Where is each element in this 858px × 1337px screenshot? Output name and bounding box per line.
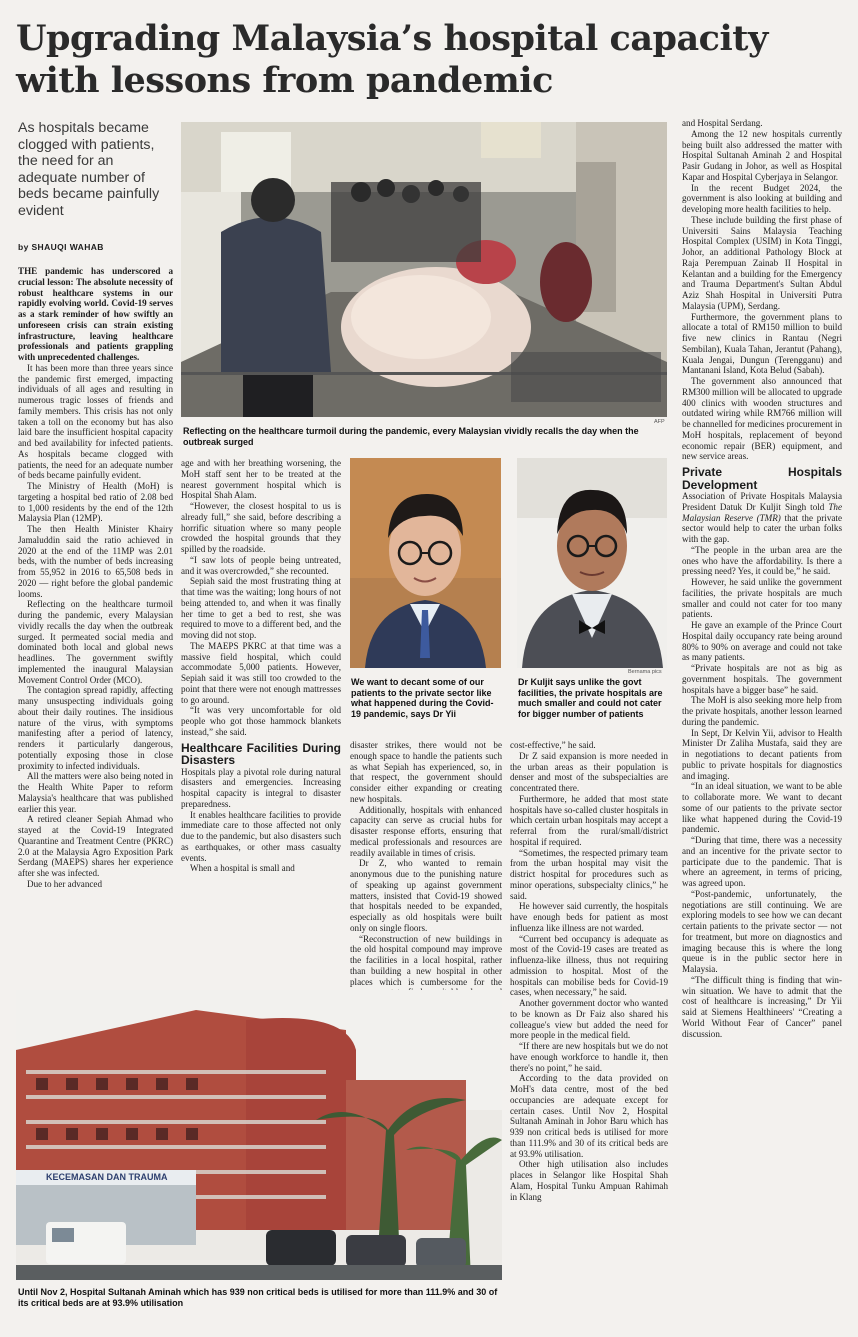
dr-yii-portrait (350, 458, 501, 668)
photo-hospital-building (16, 990, 502, 1280)
paragraph: “Sometimes, the respected primary team from the urban hospital may visit the district hospital for procedures such as minor operations, subspecialty clinics,” he said. (510, 847, 668, 901)
lead-sentence: pandemic has underscored a crucial lesson: The absolute necessity of robust healthcare systems in our rapidly evolving world. Covid-19 serves as a stark reminder of how swiftly an unforeseen crisis can strain existing infrastructure, leaving healthcare professionals and patients grappling with unprecedented challenges. (18, 266, 173, 362)
paragraph: However, he said unlike the government facilities, the private hospitals are much smaller and could not cater for too many patients. (682, 577, 842, 620)
photo-dr-yii (350, 458, 501, 668)
paragraph: Dr Z said expansion is more needed in the urban areas as their population is denser and most of the subspecialties are concentrated there. (510, 750, 668, 793)
column-4 (510, 740, 668, 1305)
portrait-credit: Bernama pics (628, 669, 662, 675)
paragraph: “Reconstruction of new buildings in the old hospital compound may improve the facilities in a local hospital, rather than building a new hospital in other places which is cumbersome for the (350, 933, 502, 987)
paragraph: Due to her advanced (27, 878, 102, 889)
paragraph: Reflecting on the healthcare turmoil during the pandemic, every Malaysian vividly recalls the day when the outbreak surged. It permeated social media and dominated both local and global news headlines. The government swiftly implemented the inaugural Malaysian Movement Control Order (MCO). (18, 599, 173, 685)
subhead-disasters: Healthcare Facilities During Disasters (181, 740, 341, 767)
paragraph: “The people in the urban area are the ones who have the affordability. Is there a pressing need? Yes, it could be,” he said. (682, 544, 842, 577)
column-5 (682, 118, 842, 1310)
paragraph: In the recent Budget 2024, the government is also looking at building and developing more health facilities to help. (682, 182, 842, 214)
headline: Upgrading Malaysia’s hospital capacity with lessons from pandemic (16, 18, 768, 101)
paragraph: All the matters were also being noted in the Health White Paper to reform Malaysia's healthcare that was published earlier this year. (18, 771, 173, 814)
paragraph: Furthermore, he added that most state hospitals have so-called cluster hospitals in which certain urban hospitals may accept a referral from the rural/small/district hospital if required. (510, 793, 668, 847)
paragraph: Furthermore, the government plans to allocate a total of RM150 million to build five new clinics in Rantau (Negri Sembilan), Kuala Tahan, Jerantut (Pahang), Kuala Jengai, Dungun (Terengganu) and Mantanani Island, Kota Belud (Sabah). (682, 311, 842, 376)
paragraph: “If there are new hospitals but we do not have enough workforce to handle it, then there's no point,” he said. (510, 1041, 668, 1073)
paragraph: It enables healthcare facilities to provide immediate care to those affected not only due to the pandemic, but also disasters such as earthquakes, or other mass casualty events. (181, 809, 341, 863)
paragraph: Other high utilisation also includes places in Selangor like Hospital Shah Alam, Hospital Tunku Ampuan Rahimah in Klang (510, 1159, 668, 1202)
column-3 (350, 740, 502, 990)
byline: by SHAUQI WAHAB (18, 242, 104, 252)
column-1 (18, 266, 173, 1039)
photo-dr-kuljit (517, 458, 667, 668)
paragraph: The MAEPS PKRC at that time was a massive field hospital, which could accommodate 5,000 patients. However, Sepiah said it was still too crowded to the point that there were not enough mattresses to go around. (181, 640, 341, 705)
paragraph-part: Association of Private Hospitals Malaysia President Datuk Dr Kuljit Singh told (682, 491, 842, 512)
subhead-private-hospitals: Private Hospitals Development (682, 465, 842, 492)
paragraph: cost-effective,” he said. (510, 740, 596, 750)
paragraph: The government also announced that RM300 million will be allocated to upgrade 400 clinics with wooden structures and outdated wiring while RM766 million will be channelled for medicines procurement in MoH hospitals, replacement of beyond economic repair (BER) equipment, and new service areas. (682, 376, 842, 462)
hospital-photo-caption: Until Nov 2, Hospital Sultanah Aminah which has 939 non critical beds is utilised for more than 111.9% and 30 of its critical beds are at 93.9% utilisation (18, 1287, 498, 1308)
column-2 (181, 458, 341, 983)
paragraph: Another government doctor who wanted to be known as Dr Faiz also shared his colleague's view but added the need for more people in the medical field. (510, 998, 668, 1041)
paragraph: “During that time, there was a necessity and an incentive for the private sector to participate due to the pandemic. That is where an agreement, in terms of pricing, was agreed upon. (682, 835, 842, 888)
paragraph: and Hospital Serdang. (682, 118, 763, 128)
photo-crowded-hospital (181, 122, 667, 417)
paragraph: In Sept, Dr Kelvin Yii, advisor to Health Minister Dr Zaliha Mustafa, said they are in negotiations to decant patients from public to private hospitals for diagnostics and imaging. (682, 727, 842, 781)
paragraph: The Ministry of Health (MoH) is targeting a hospital bed ratio of 2.08 bed to 1,000 residents by the end of the 12th Malaysia Plan (12MP). (18, 481, 173, 524)
paragraph: He however said currently, the hospitals have enough beds for patient as most influenza like illness are not warded. (510, 901, 668, 933)
emergency-sign: KECEMASAN DAN TRAUMA (46, 1172, 168, 1182)
paragraph: “In an ideal situation, we want to be able to collaborate more. We want to decant some of our patients to the private sector like what happened during the Covid-19 pandemic. (682, 781, 842, 835)
paragraph (682, 491, 842, 545)
paragraph: “It was very uncomfortable for old people who got those hammock blankets instead,” she said. (181, 705, 341, 737)
paragraph: Hospitals play a pivotal role during natural disasters and emergencies. Increasing hospital capacity is integral to disaster preparedness. (181, 766, 341, 809)
paragraph: “However, the closest hospital to us is already full,” she said, before describing a horrific situation where so many people crowded the hospital grounds that they spilled by the roadside. (181, 501, 341, 554)
paragraph: “Current bed occupancy is adequate as most of the Covid-19 cases are treated as influenza-like illness, thus not requiring admission to hospital. Most of the hospitals can mobilise beds for Covid-19 cases, when necessary,” he said. (510, 933, 668, 998)
dr-kuljit-portrait (517, 458, 667, 668)
paragraph: When a hospital is small and (190, 863, 295, 874)
top-photo-caption: Reflecting on the healthcare turmoil during the pandemic, every Malaysian vividly recalls the day when the outbreak surged (183, 426, 639, 447)
paragraph: “Post-pandemic, unfortunately, the negotiations are still continuing. We are exploring models to see how we can decant certain patients to the private sector — not for treatment, but more on diagnostics and imaging because this is where the long queue is in the public sector here in Malaysia. (682, 888, 842, 974)
paragraph: He gave an example of the Prince Court Hospital daily occupancy rate being around 80% to 90% on average and could not take as many patients. (682, 620, 842, 663)
paragraph: “I saw lots of people being untreated, and it was overcrowded,” she recounted. (181, 554, 341, 576)
paragraph: These include building the first phase of Universiti Sains Malaysia Teaching Hospital Complex (USIM) in Kota Tinggi, Johor, an additional Pathology Block at Raja Perempuan Zainab II Hospital in Kelantan and a building for the Emergency and Trauma Department's Sultan Abdul Aziz Shah Hospital in Universiti Putra Malaysia (UPM), Serdang. (682, 214, 842, 311)
paragraph: The contagion spread rapidly, affecting many unsuspecting individuals going about their daily routines. The insidious nature of the virus, with symptoms manifesting after a period of latency, renders it particularly dangerous, potentially exposing those in close proximity to infected individuals. (18, 685, 173, 771)
paragraph: age and with her breathing worsening, the MoH staff sent her to be treated at the nearest government hospital which is Hospital Shah Alam. (181, 458, 341, 501)
paragraph: A retired cleaner Sepiah Ahmad who stayed at the Covid-19 Integrated Quarantine and Treatment Centre (PKRC) 2.0 at the Malaysia Agro Exposition Park Serdang (MAEPS) shares her experience after she was infected. (18, 814, 173, 878)
paragraph: “Private hospitals are not as big as government hospitals. The government hospitals have a bigger base” he said. (682, 663, 842, 695)
paragraph: “The difficult thing is finding that win-win situation. We have to admit that the cost of healthcare is increasing,” Dr Yii said at Siemens Healthineers' “Creating a World Without Fear of Cancer” panel discussion. (682, 974, 842, 1039)
paragraph: Additionally, hospitals with enhanced capacity can serve as crucial hubs for disaster response efforts, ensuring that medical professionals and resources are readily available in times of crisis. (350, 804, 502, 858)
crowded-hospital-illustration (181, 122, 667, 417)
paragraph: Dr Z, who wanted to remain anonymous due to the punishing nature of speaking up against government matters, insisted that Covid-19 showed that hospitals needed to be expanded, especially as old hospitals were built only on single floors. (350, 858, 502, 933)
lead-word: THE (18, 266, 38, 276)
paragraph: It has been more than three years since the pandemic first emerged, impacting individuals of all ages and resulting in numerous tragic losses of friends and family members. This crisis has not only taken a toll on the economy but has also laid bare the insufficient hospital capacity and bed availability for infected patients. As hospitals became clogged with patients, the need for an adequate number of beds became painfully evident. (18, 362, 173, 481)
paragraph: According to the data provided on MoH's data centre, most of the bed occupancies are adequate except for certain cases. Until Nov 2, Hospital Sultanah Aminah in Johor Baru which has 939 non critical beds is utilised for more than 111.9% and 30 of its critical beds are at 93.9% utilisation. (510, 1073, 668, 1159)
top-photo-credit: AFP (654, 419, 665, 425)
paragraph: disaster strikes, there would not be enough space to handle the patients such as what Sepiah has experienced, so, in that respect, the government should consider either expanding or creating new hospitals. (350, 740, 502, 804)
paragraph-part: that the private sector would help to cater the urban folks with the gap. (682, 512, 842, 544)
paragraph: Among the 12 new hospitals currently being built also addressed the matter with Hospital Sultanah Aminah 2 and Hospital Pasir Gudang in Johor, as well as Hospital Kapar and Hospital Cyberjaya in Selangor. (682, 128, 842, 182)
hospital-building-illustration (16, 990, 502, 1280)
standfirst: As hospitals became clogged with patients, the need for an adequate number of beds became painfully evident (18, 120, 160, 219)
paragraph: The then Health Minister Khairy Jamaluddin said the ratio achieved in 2020 at the end of the 11MP was 2.01 beds, with the number of beds increasing from 55,952 in 2016 to 65,508 beds in 2020 — right before the global pandemic looms. (18, 524, 173, 599)
publication-name: The Malaysian Reserve (TMR) (682, 501, 842, 523)
paragraph: Sepiah said the most frustrating thing at that time was the waiting; long hours of not being attended to, and when it was finally her time to get a bed to rest, she was required to move to a different bed, and the moving did not stop. (181, 576, 341, 640)
dr-yii-caption: We want to decant some of our patients to the private sector like what happened during the Covid-19 pandemic, says Dr Yii (351, 677, 494, 719)
dr-kuljit-caption: Dr Kuljit says unlike the govt facilities, the private hospitals are much smaller and could not cater for bigger number of patients (518, 677, 663, 719)
paragraph: The MoH is also seeking more help from the private hospitals, another lesson learned during the pandemic. (682, 695, 842, 727)
